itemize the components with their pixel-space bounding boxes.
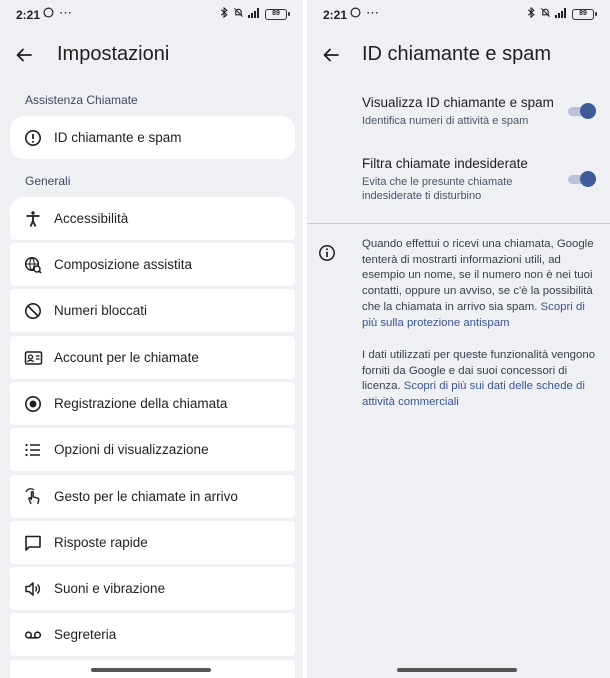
message-icon: [23, 533, 43, 553]
settings-item-label: Registrazione della chiamata: [54, 396, 228, 411]
info-text: Quando effettui o ricevi una chiamata, Google tenterà di mostrarti informazioni utili, ad esempio un nome, se il numero non è nei tuoi contatti, oppure un avviso, se c'è la possibilità che la chiamata in arrivo sia spam.: [362, 238, 594, 313]
spam-protection-link[interactable]: Scopri di più sulla protezione antispam: [362, 300, 585, 329]
volume-icon: [23, 579, 43, 599]
list-icon: [23, 440, 43, 460]
status-time: 2:21: [16, 8, 41, 22]
back-button[interactable]: [319, 43, 343, 67]
signal-icon: [248, 7, 261, 21]
battery-icon: 89: [265, 9, 287, 20]
settings-item-quick-responses[interactable]: [10, 521, 295, 564]
settings-item-voicemail[interactable]: [10, 613, 295, 656]
settings-item-label: Risposte rapide: [54, 535, 148, 550]
settings-item-label: Composizione assistita: [54, 257, 193, 272]
filter-spam-toggle[interactable]: [568, 172, 596, 186]
signal-icon: [555, 7, 568, 21]
gesture-nav-bar[interactable]: [91, 668, 211, 672]
app-bar: [307, 38, 610, 72]
settings-item-accessibility[interactable]: [10, 197, 295, 240]
setting-show-caller-id[interactable]: [362, 95, 597, 128]
arrow-back-icon: [322, 46, 340, 64]
page-title: Impostazioni: [57, 43, 170, 65]
record-icon: [23, 394, 43, 414]
settings-item-label: ID chiamante e spam: [54, 130, 182, 145]
setting-subtitle: Evita che le presunte chiamate indesiderate ti disturbino: [362, 176, 513, 202]
section-header-call-assist: Assistenza Chiamate: [25, 93, 138, 107]
whatsapp-icon: [350, 7, 361, 21]
block-icon: [23, 301, 43, 321]
settings-item-call-recording[interactable]: [10, 382, 295, 425]
business-data-link[interactable]: Scopri di più sui dati delle schede di attività commerciali: [362, 380, 585, 409]
settings-item-label: Opzioni di visualizzazione: [54, 442, 209, 457]
gesture-nav-bar[interactable]: [397, 668, 517, 672]
assisted-dialing-icon: [23, 255, 43, 275]
accessibility-icon: [23, 209, 43, 229]
settings-screen: [0, 0, 303, 678]
settings-item-label: Accessibilità: [54, 211, 129, 226]
section-header-general: Generali: [25, 174, 71, 188]
setting-title: Filtra chiamate indesiderate: [362, 156, 528, 171]
settings-item-label: Gesto per le chiamate in arrivo: [54, 489, 238, 504]
bluetooth-icon: [527, 7, 536, 21]
whatsapp-icon: [43, 7, 54, 21]
info-paragraph-spam: [362, 237, 598, 331]
caller-id-toggle[interactable]: [568, 104, 596, 118]
gesture-icon: [23, 487, 43, 507]
info-paragraph-data: [362, 348, 598, 411]
battery-icon: 89: [572, 9, 594, 20]
toggle-thumb: [580, 171, 596, 187]
more-notifications-icon: ⋯: [59, 5, 73, 20]
toggle-thumb: [580, 103, 596, 119]
page-title: ID chiamante e spam: [362, 43, 551, 65]
status-time: 2:21: [323, 8, 348, 22]
settings-item-caller-id[interactable]: [10, 116, 295, 159]
bluetooth-icon: [220, 7, 229, 21]
setting-title: Visualizza ID chiamante e spam: [362, 95, 554, 110]
divider: [307, 223, 610, 224]
contact-card-icon: [23, 348, 43, 368]
info-alert-icon: [23, 128, 43, 148]
settings-item-label: Account per le chiamate: [54, 350, 199, 365]
status-bar: [307, 0, 610, 30]
caller-id-spam-screen: [307, 0, 610, 678]
settings-item-blocked-numbers[interactable]: [10, 289, 295, 332]
settings-item-sounds-vibration[interactable]: [10, 567, 295, 610]
app-bar: [0, 38, 303, 72]
arrow-back-icon: [15, 46, 33, 64]
muted-bell-icon: [233, 7, 244, 21]
settings-item-calling-accounts[interactable]: [10, 336, 295, 379]
settings-item-display-options[interactable]: [10, 428, 295, 471]
setting-subtitle: Identifica numeri di attività e spam: [362, 115, 529, 127]
status-bar: [0, 0, 303, 30]
info-icon: [318, 244, 336, 262]
settings-item-label: Numeri bloccati: [54, 303, 148, 318]
settings-item-assisted-dialing[interactable]: [10, 243, 295, 286]
info-text: I dati utilizzati per queste funzionalità vengono forniti da Google e dai suoi concessori di licenza.: [362, 349, 596, 393]
voicemail-icon: [23, 625, 43, 645]
settings-item-label: Suoni e vibrazione: [54, 581, 166, 596]
setting-filter-spam[interactable]: [362, 156, 597, 203]
settings-item-label: Segreteria: [54, 627, 117, 642]
settings-item-incoming-call-gesture[interactable]: [10, 475, 295, 518]
back-button[interactable]: [12, 43, 36, 67]
more-notifications-icon: ⋯: [366, 5, 380, 20]
muted-bell-icon: [540, 7, 551, 21]
